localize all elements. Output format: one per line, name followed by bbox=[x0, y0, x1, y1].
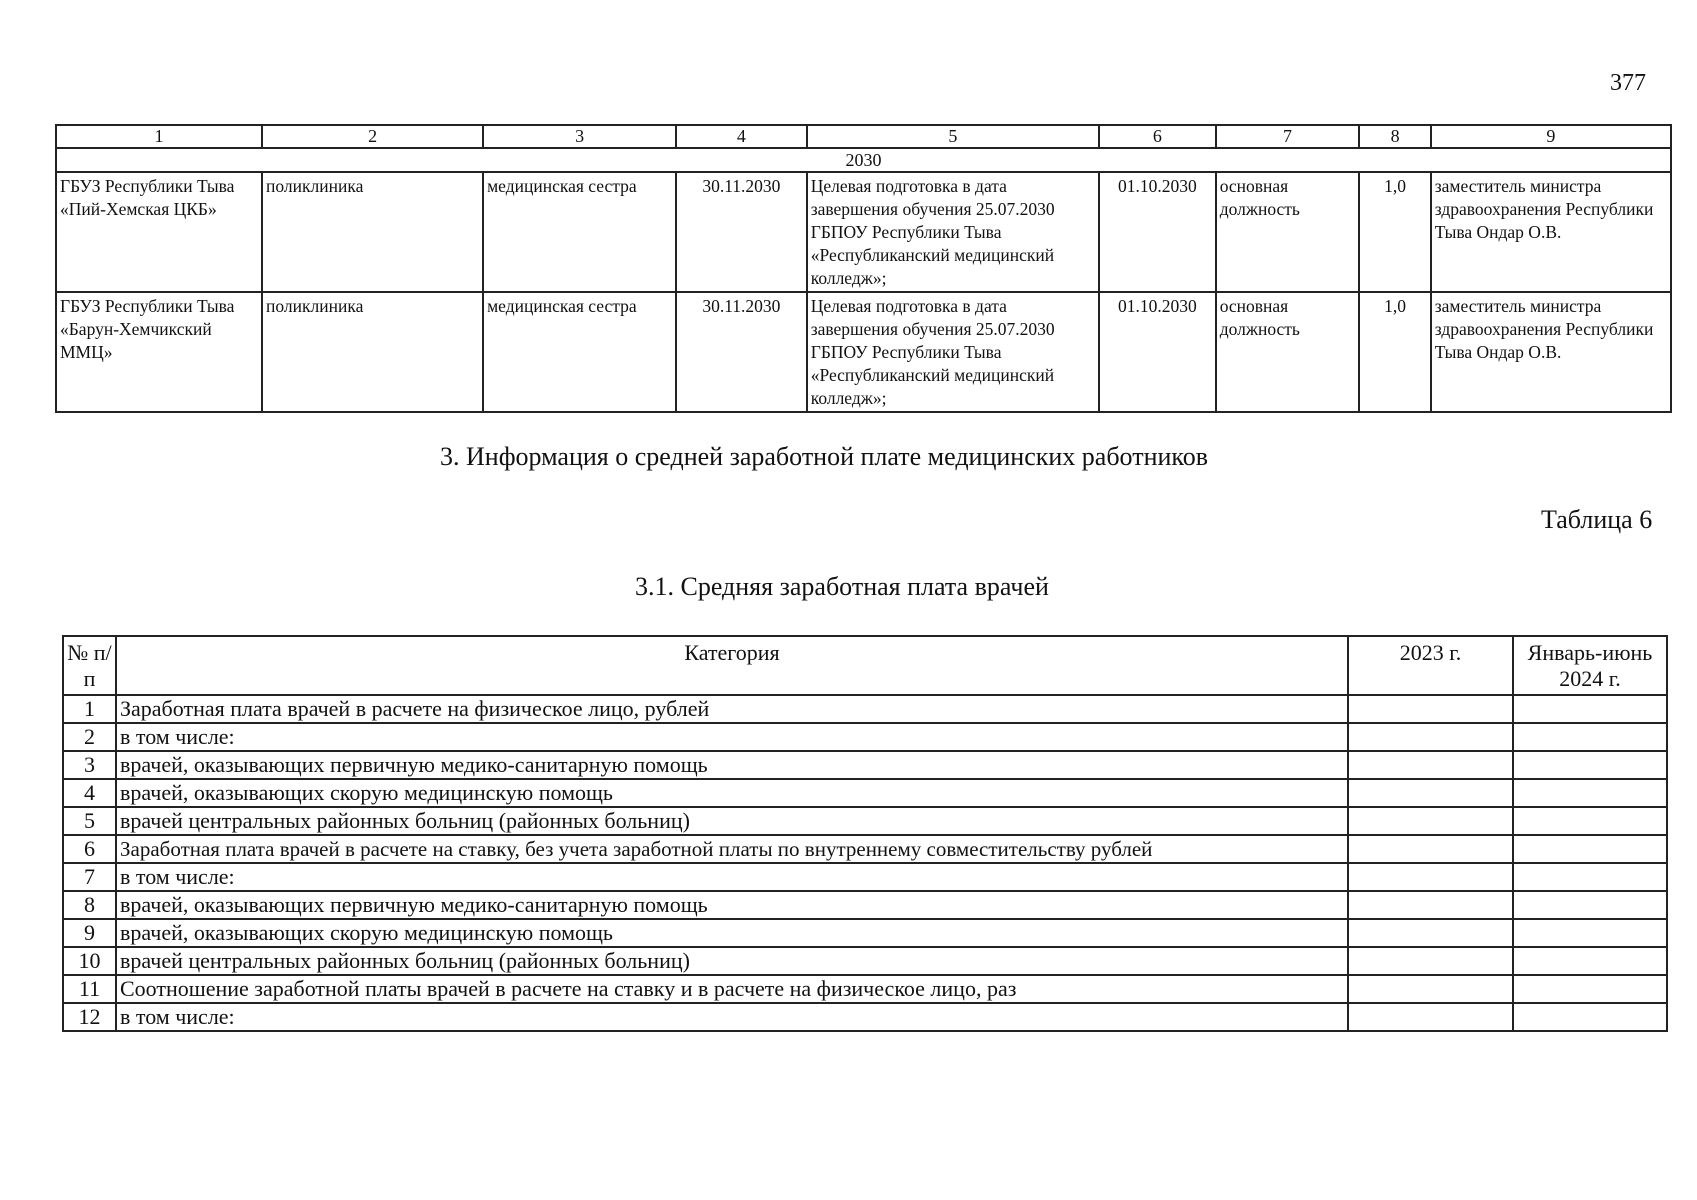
row-number: 2 bbox=[63, 723, 116, 751]
table-row bbox=[63, 779, 1667, 807]
row-number: 8 bbox=[63, 891, 116, 919]
value-2023 bbox=[1348, 919, 1513, 947]
table-row bbox=[63, 695, 1667, 723]
job-type-cell: основная должность bbox=[1216, 172, 1360, 292]
value-2024 bbox=[1513, 891, 1667, 919]
division-cell: поликлиника bbox=[262, 172, 483, 292]
row-number: 11 bbox=[63, 975, 116, 1003]
division-cell: поликлиника bbox=[262, 292, 483, 412]
year-cell: 2030 bbox=[56, 148, 1671, 172]
table-row bbox=[63, 751, 1667, 779]
position-cell: медицинская сестра bbox=[483, 172, 676, 292]
row-number: 7 bbox=[63, 863, 116, 891]
row-category: врачей, оказывающих первичную медико-санитарную помощь bbox=[116, 751, 1348, 779]
column-number: 7 bbox=[1216, 125, 1360, 148]
row-number: 1 bbox=[63, 695, 116, 723]
value-2023 bbox=[1348, 947, 1513, 975]
value-2023 bbox=[1348, 695, 1513, 723]
column-number-row bbox=[56, 125, 1671, 148]
value-2023 bbox=[1348, 863, 1513, 891]
row-number: 6 bbox=[63, 835, 116, 863]
value-2024 bbox=[1513, 975, 1667, 1003]
row-category: в том числе: bbox=[116, 1003, 1348, 1031]
value-2024 bbox=[1513, 723, 1667, 751]
table-row bbox=[63, 947, 1667, 975]
value-2024 bbox=[1513, 1003, 1667, 1031]
column-number: 9 bbox=[1431, 125, 1671, 148]
header-2024: Январь-июнь 2024 г. bbox=[1513, 636, 1667, 695]
value-2024 bbox=[1513, 751, 1667, 779]
value-2024 bbox=[1513, 919, 1667, 947]
column-number: 5 bbox=[807, 125, 1099, 148]
row-category: врачей центральных районных больниц (районных больниц) bbox=[116, 807, 1348, 835]
date-cell: 30.11.2030 bbox=[676, 172, 807, 292]
table-row bbox=[63, 807, 1667, 835]
organization-cell: ГБУЗ Республики Тыва «Пий-Хемская ЦКБ» bbox=[56, 172, 262, 292]
year-row bbox=[56, 148, 1671, 172]
column-number: 2 bbox=[262, 125, 483, 148]
table-row bbox=[56, 172, 1671, 292]
page-number: 377 bbox=[1610, 70, 1646, 96]
row-number: 10 bbox=[63, 947, 116, 975]
value-2023 bbox=[1348, 1003, 1513, 1031]
value-2023 bbox=[1348, 835, 1513, 863]
subsection-title: 3.1. Средняя заработная плата врачей bbox=[635, 572, 1049, 601]
section-title: 3. Информация о средней заработной плате медицинских работников bbox=[440, 442, 1208, 471]
column-number: 4 bbox=[676, 125, 807, 148]
row-category: в том числе: bbox=[116, 863, 1348, 891]
table-label: Таблица 6 bbox=[1541, 505, 1653, 534]
table-row bbox=[63, 835, 1667, 863]
header-category: Категория bbox=[116, 636, 1348, 695]
row-number: 3 bbox=[63, 751, 116, 779]
description-cell: Целевая подготовка в дата завершения обучения 25.07.2030 ГБПОУ Республики Тыва «Республиканский медицинский колледж»; bbox=[807, 172, 1099, 292]
value-2024 bbox=[1513, 695, 1667, 723]
column-number: 6 bbox=[1099, 125, 1216, 148]
staffing-table bbox=[55, 124, 1672, 413]
header-num: № п/п bbox=[63, 636, 116, 695]
organization-cell: ГБУЗ Республики Тыва «Барун-Хемчикский ММЦ» bbox=[56, 292, 262, 412]
row-category: Соотношение заработной платы врачей в расчете на ставку и в расчете на физическое лицо, раз bbox=[116, 975, 1348, 1003]
row-number: 9 bbox=[63, 919, 116, 947]
column-number: 3 bbox=[483, 125, 676, 148]
table-row bbox=[63, 1003, 1667, 1031]
row-category: врачей центральных районных больниц (районных больниц) bbox=[116, 947, 1348, 975]
row-category: врачей, оказывающих первичную медико-санитарную помощь bbox=[116, 891, 1348, 919]
value-2023 bbox=[1348, 975, 1513, 1003]
rate-cell: 1,0 bbox=[1359, 172, 1430, 292]
table-row bbox=[63, 863, 1667, 891]
row-number: 4 bbox=[63, 779, 116, 807]
value-2024 bbox=[1513, 779, 1667, 807]
position-cell: медицинская сестра bbox=[483, 292, 676, 412]
salary-header-row bbox=[63, 636, 1667, 695]
value-2024 bbox=[1513, 807, 1667, 835]
table-row bbox=[63, 919, 1667, 947]
row-number: 12 bbox=[63, 1003, 116, 1031]
row-category: врачей, оказывающих скорую медицинскую помощь bbox=[116, 779, 1348, 807]
responsible-cell: заместитель министра здравоохранения Республики Тыва Ондар О.В. bbox=[1431, 292, 1671, 412]
start-date-cell: 01.10.2030 bbox=[1099, 292, 1216, 412]
value-2023 bbox=[1348, 779, 1513, 807]
value-2024 bbox=[1513, 947, 1667, 975]
header-2023: 2023 г. bbox=[1348, 636, 1513, 695]
value-2023 bbox=[1348, 891, 1513, 919]
row-category: Заработная плата врачей в расчете на физическое лицо, рублей bbox=[116, 695, 1348, 723]
date-cell: 30.11.2030 bbox=[676, 292, 807, 412]
column-number: 8 bbox=[1359, 125, 1430, 148]
value-2024 bbox=[1513, 863, 1667, 891]
row-category: Заработная плата врачей в расчете на ставку, без учета заработной платы по внутреннему совместительству рублей bbox=[116, 835, 1348, 863]
table-row bbox=[63, 891, 1667, 919]
row-category: врачей, оказывающих скорую медицинскую помощь bbox=[116, 919, 1348, 947]
row-category: в том числе: bbox=[116, 723, 1348, 751]
description-cell: Целевая подготовка в дата завершения обучения 25.07.2030 ГБПОУ Республики Тыва «Республиканский медицинский колледж»; bbox=[807, 292, 1099, 412]
value-2024 bbox=[1513, 835, 1667, 863]
table-row bbox=[56, 292, 1671, 412]
value-2023 bbox=[1348, 723, 1513, 751]
responsible-cell: заместитель министра здравоохранения Республики Тыва Ондар О.В. bbox=[1431, 172, 1671, 292]
salary-table bbox=[62, 635, 1668, 1032]
table-row bbox=[63, 975, 1667, 1003]
row-number: 5 bbox=[63, 807, 116, 835]
value-2023 bbox=[1348, 751, 1513, 779]
table-row bbox=[63, 723, 1667, 751]
start-date-cell: 01.10.2030 bbox=[1099, 172, 1216, 292]
rate-cell: 1,0 bbox=[1359, 292, 1430, 412]
column-number: 1 bbox=[56, 125, 262, 148]
job-type-cell: основная должность bbox=[1216, 292, 1360, 412]
value-2023 bbox=[1348, 807, 1513, 835]
